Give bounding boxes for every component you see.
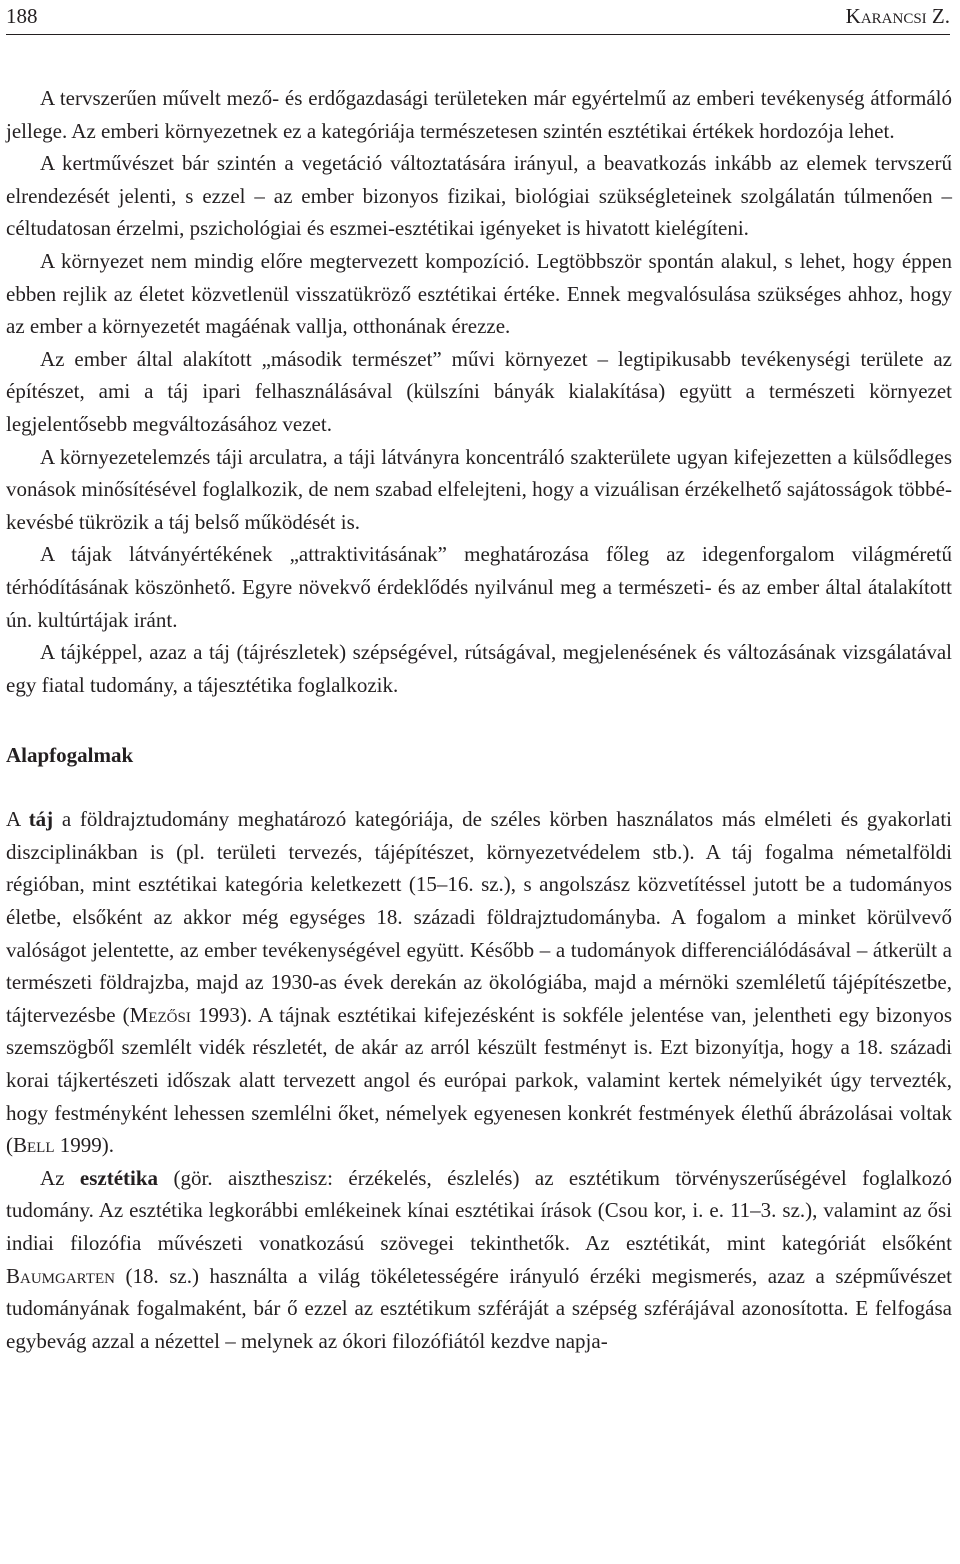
paragraph-esztetika	[6, 1162, 952, 1358]
text-run: a földrajztudomány meghatározó kategóriája, de széles körben használatos más elméleti és gyakorlati diszciplinákban is (pl. területi tervezés, tájépítészet, környezetvédelem stb.). A táj fogalma németalföldi régióban, mint esztétikai kategória keletkezett (15–16. sz.), s angolszász közvetítéssel jutott be a tudományos életbe, elsőként az akkor még egységes 18. századi földrajztudományba. A fogalom a minket körülvevő valóságot jelentette, az ember tevékenységével együtt. Később – a tudományok differenciálódásával – átkerült a természeti földrajzba, majd az 1930-as évek derekán az ökológiába, majd a mérnöki szemléletű tájépítészetbe, tájtervezésbe (	[6, 807, 952, 1027]
paragraph: A tervszerűen művelt mező- és erdőgazdasági területeken már egyértelmű az emberi tevékenység átformáló jellege. Az emberi környezetnek ez a kategóriája természetesen szintén esztétikai értékek hordozója lehet.	[6, 86, 952, 143]
paragraph: A tájak látványértékének „attraktivitásának” meghatározása főleg az idegenforgalom világméretű térhódításának köszönhető. Egyre növekvő érdeklődés nyilvánul meg a természeti- és az ember által átalakított ún. kultúrtájak iránt.	[6, 542, 952, 632]
author-citation: Baumgarten	[6, 1263, 115, 1288]
paragraph-taj	[6, 803, 952, 1162]
paragraph: A kertművészet bár szintén a vegetáció változtatására irányul, a beavatkozás inkább az elemek tervszerű elrendezését jelenti, s ezzel – az ember bizonyos fizikai, biológiai szükségleteinek szolgálatán túlmenően – céltudatosan érzelmi, pszichológiai és eszmei-esztétikai igényeket is hivatott kielégíteni.	[6, 151, 952, 241]
paragraph: A környezet nem mindig előre megtervezett kompozíció. Legtöbbször spontán alakul, s lehet, hogy éppen ebben rejlik az életet közvetlenül visszatükröző esztétikai értéke. Ennek megvalósulása szükséges ahhoz, hogy az ember a környezetét magáénak vallja, otthonának érezze.	[6, 248, 952, 339]
author-citation: Mezősi	[129, 1002, 191, 1027]
running-head: Karancsi Z.	[845, 4, 950, 28]
text-run: (gör. aisztheszisz: érzékelés, észlelés) az esztétikum törvényszerűségével foglalkozó tudomány. Az esztétika legkorábbi emlékeinek kínai esztétikai írások (Csou kor, i. e. 11–3. sz.), valamint az ősi indiai filozófia művészeti vonatkozású szövegei tekinthetők. Az esztétikát, mint kategóriát elsőként	[6, 1165, 952, 1255]
term-esztetika: esztétika	[79, 1165, 159, 1190]
term-taj: táj	[28, 807, 54, 832]
paragraph: A környezetelemzés táji arculatra, a táji látványra koncentráló szakterülete ugyan kifejezetten a külsődleges vonások minősítésével foglalkozik, de nem szabad elfelejteni, hogy a vizuálisan érzékelhető sajátosságok többé-kevésbé tükrözik a táj belső működését is.	[6, 444, 952, 534]
body-text	[6, 82, 952, 1357]
page-number: 188	[6, 4, 38, 28]
section-heading: Alapfogalmak	[6, 743, 134, 768]
text-run: Az	[40, 1165, 80, 1190]
text-run: 1993). A tájnak esztétikai kifejezésként is sokféle jelentése van, jelentheti egy bizonyos szemszögből szemlélt vidék részletét, de akár az arról készült festményt is. Ezt bizonyítja, hogy a 18. századi korai tájkertészeti időszak alatt tervezett angol és európai parkok, valamint kertek némelyikét úgy tervezték, hogy festményként lehessen szemlélni őket, némelyek egyenesen konkrét festmények élethű ábrázolásai voltak (	[6, 1002, 952, 1158]
text-run: (18. sz.) használta a világ tökéletességére irányuló érzéki megismerés, azaz a szépművészet tudományának fogalmaként, bár ő ezzel az esztétikum szféráját a szépség szférájával azonosította. E felfogása egybevág azzal a nézettel – melynek az ókori filozófiától kezdve napja-	[6, 1263, 952, 1353]
text-run: A	[6, 807, 29, 832]
paragraph: Az ember által alakított „második természet” művi környezet – legtipikusabb tevékenységi területe az építészet, ami a táj ipari felhasználásával (külszíni bányák kialakítása) együtt a természeti környezet legjelentősebb megváltozásához vezet.	[6, 346, 952, 436]
text-run: 1999).	[54, 1133, 114, 1158]
paragraph: A tájképpel, azaz a táj (tájrészletek) szépségével, rútságával, megjelenésének és változásának vizsgálatával egy fiatal tudomány, a tájesztétika foglalkozik.	[6, 640, 952, 697]
author-citation: Bell	[13, 1133, 55, 1158]
page-header	[6, 2, 950, 35]
